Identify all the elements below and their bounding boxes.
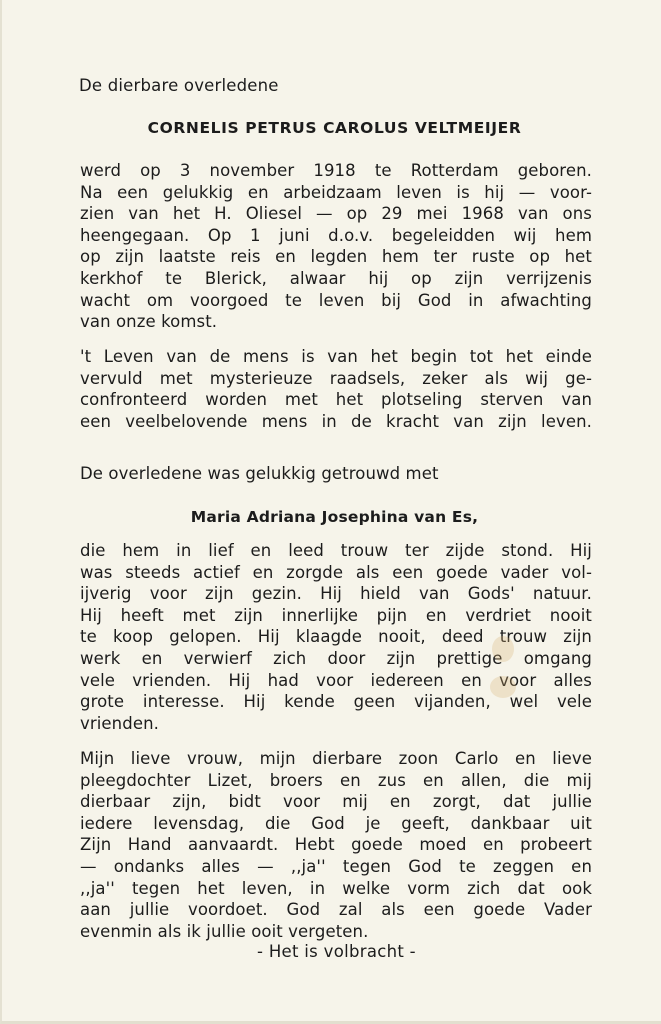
text-line: een veelbelovende mens in de kracht van zijn leven. [80, 411, 592, 431]
paragraph-life [80, 160, 592, 333]
paragraph-farewell [80, 748, 592, 942]
text-line: pleegdochter Lizet, broers en zus en allen, die mij [80, 770, 592, 790]
text-line: — ondanks alles — ,,ja'' tegen God te zeggen en [80, 856, 592, 876]
text-line: aan jullie voordoet. God zal als een goede Vader [80, 900, 592, 920]
married-line: De overledene was gelukkig getrouwd met [80, 464, 439, 483]
spouse-name: Maria Adriana Josephina van Es, [190, 508, 479, 526]
text-line: van onze komst. [80, 312, 218, 332]
text-line: wacht om voorgoed te leven bij God in afwachting [80, 290, 592, 310]
text-line: iedere levensdag, die God je geeft, dankbaar uit [80, 813, 592, 833]
intro-line: De dierbare overledene [79, 76, 279, 95]
text-line: te koop gelopen. Hij klaagde nooit, deed trouw zijn [80, 627, 592, 647]
text-line: dierbaar zijn, bidt voor mij en zorgt, dat jullie [80, 792, 592, 812]
text-line: grote interesse. Hij kende geen vijanden, wel vele [80, 692, 592, 712]
text-line: evenmin als ik jullie ooit vergeten. [80, 921, 369, 941]
text-line: zien van het H. Oliesel — op 29 mei 1968 van ons [80, 204, 592, 224]
paragraph-character [80, 540, 592, 734]
text-line: vele vrienden. Hij had voor iedereen en voor alles [80, 670, 592, 690]
text-line: Hij heeft met zijn innerlijke pijn en verdriet nooit [80, 605, 592, 625]
text-line: Na een gelukkig en arbeidzaam leven is hij — voor- [80, 182, 592, 202]
text-line: kerkhof te Blerick, alwaar hij op zijn verrijzenis [80, 268, 592, 288]
text-line: vervuld met mysterieuze raadsels, zeker als wij ge- [80, 368, 592, 388]
text-line: die hem in lief en leed trouw ter zijde stond. Hij [80, 541, 592, 560]
text-line: ,,ja'' tegen het leven, in welke vorm zich dat ook [80, 878, 592, 898]
text-line: 't Leven van de mens is van het begin tot het einde [80, 347, 592, 366]
text-line: heengegaan. Op 1 juni d.o.v. begeleidden wij hem [80, 225, 592, 245]
text-line: was steeds actief en zorgde als een goede vader vol- [80, 562, 592, 582]
closing-line: - Het is volbracht - [257, 942, 416, 961]
text-line: ijverig voor zijn gezin. Hij hield van Gods' natuur. [80, 584, 592, 604]
paragraph-mystery [80, 346, 592, 432]
text-line: werk en verwierf zich door zijn prettige omgang [80, 648, 592, 668]
text-line: confronteerd worden met het plotseling sterven van [80, 390, 592, 410]
text-line: werd op 3 november 1918 te Rotterdam geboren. [80, 161, 592, 180]
text-line: Zijn Hand aanvaardt. Hebt goede moed en probeert [80, 835, 592, 855]
text-line: vrienden. [80, 713, 159, 733]
text-line: op zijn laatste reis en legden hem ter ruste op het [80, 247, 592, 267]
text-line: Mijn lieve vrouw, mijn dierbare zoon Carlo en lieve [80, 749, 592, 768]
deceased-name: CORNELIS PETRUS CAROLUS VELTMEIJER [147, 119, 522, 137]
